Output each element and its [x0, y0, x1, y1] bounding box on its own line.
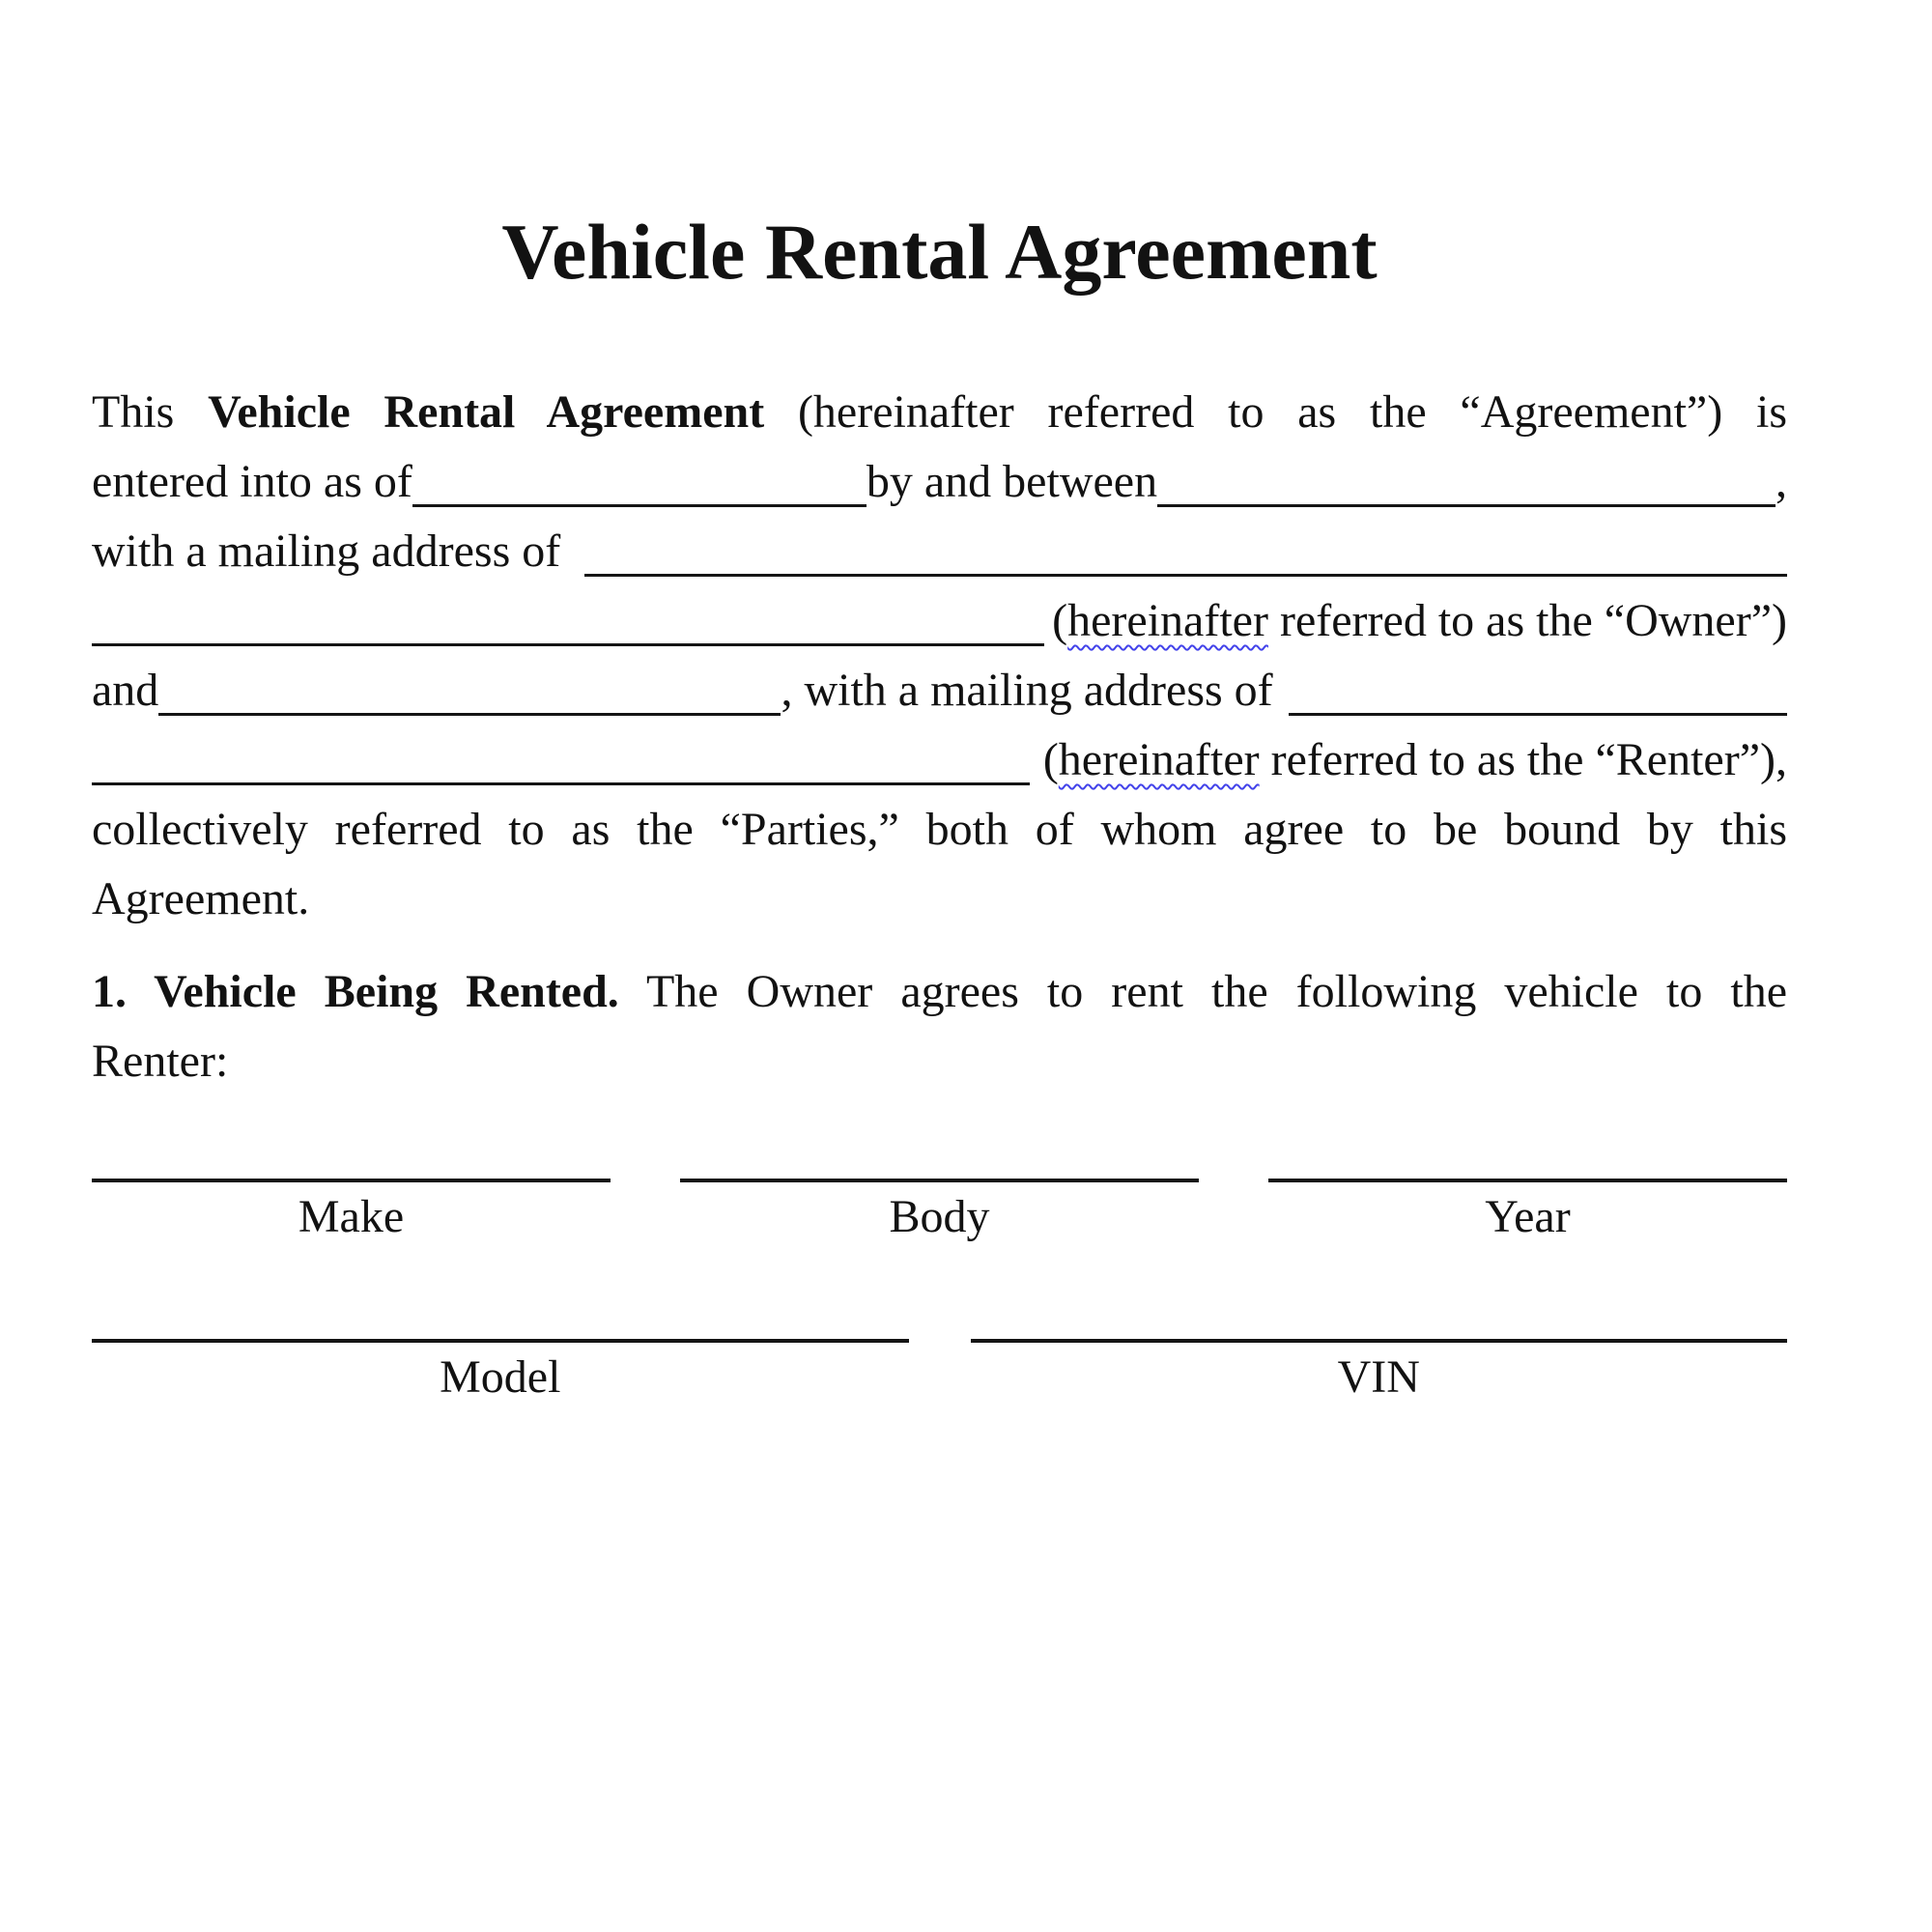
owner-address-blank-2[interactable]	[92, 643, 1044, 646]
document-title: Vehicle Rental Agreement	[501, 208, 1378, 296]
vehicle-blanks-row-1	[92, 1121, 1787, 1182]
make-label: Make	[298, 1191, 405, 1242]
section1-heading-bold: 1. Vehicle Being Rented.	[92, 966, 619, 1017]
intro-text: (	[1042, 734, 1059, 785]
intro-line-4	[92, 586, 1787, 656]
intro-text: with a mailing address of	[92, 526, 561, 577]
intro-line-5	[92, 656, 1787, 725]
agreement-name-bold: Vehicle Rental Agreement	[208, 386, 765, 438]
intro-text: referred to as the “Owner”)	[1267, 595, 1787, 646]
intro-text: ,	[1776, 456, 1787, 507]
owner-name-blank[interactable]	[1157, 504, 1776, 507]
intro-text: (	[1052, 595, 1068, 646]
vin-label: VIN	[1337, 1351, 1420, 1403]
intro-paragraph	[92, 378, 1787, 934]
owner-address-blank-1[interactable]	[584, 574, 1787, 577]
renter-address-blank-2[interactable]	[92, 782, 1030, 785]
intro-text: entered into as of	[92, 456, 412, 507]
make-blank[interactable]	[92, 1121, 611, 1182]
renter-name-blank[interactable]	[158, 713, 781, 716]
intro-text: , with a mailing address of	[781, 665, 1273, 716]
intro-text: This	[92, 386, 209, 438]
vin-blank[interactable]	[971, 1281, 1788, 1343]
intro-line-1	[92, 378, 1787, 447]
body-label: Body	[889, 1191, 990, 1242]
renter-address-blank-1[interactable]	[1289, 713, 1787, 716]
intro-line-8: Agreement.	[92, 873, 310, 924]
body-blank[interactable]	[680, 1121, 1199, 1182]
intro-text: by and between	[866, 456, 1158, 507]
page-content	[92, 206, 1787, 1412]
section1-text: The Owner agrees to rent the following vehicle to the	[618, 966, 1788, 1017]
intro-line-7: collectively referred to as the “Parties,” both of whom agree to be bound by this	[92, 804, 1787, 855]
intro-line-2	[92, 447, 1787, 517]
effective-date-blank[interactable]	[412, 504, 867, 507]
intro-text: and	[92, 665, 159, 716]
vehicle-blanks-row-2	[92, 1281, 1787, 1343]
intro-text: (hereinafter referred to as the “Agreement”) is	[764, 386, 1787, 438]
year-blank[interactable]	[1268, 1121, 1787, 1182]
intro-text	[1052, 586, 1787, 656]
vehicle-labels-row-1	[92, 1182, 1787, 1252]
year-label: Year	[1485, 1191, 1571, 1242]
spellcheck-word: hereinafter	[1067, 595, 1268, 646]
spellcheck-word: hereinafter	[1058, 734, 1260, 785]
model-blank[interactable]	[92, 1281, 909, 1343]
section-1-vehicle-being-rented	[92, 957, 1787, 1096]
section1-line-2: Renter:	[92, 1036, 229, 1087]
section1-line-1	[92, 957, 1787, 1027]
vehicle-labels-row-2	[92, 1343, 1787, 1412]
intro-line-3	[92, 517, 1787, 586]
intro-text: referred to as the “Renter”),	[1259, 734, 1787, 785]
intro-text	[1043, 725, 1787, 795]
model-label: Model	[440, 1351, 561, 1403]
intro-line-6	[92, 725, 1787, 795]
